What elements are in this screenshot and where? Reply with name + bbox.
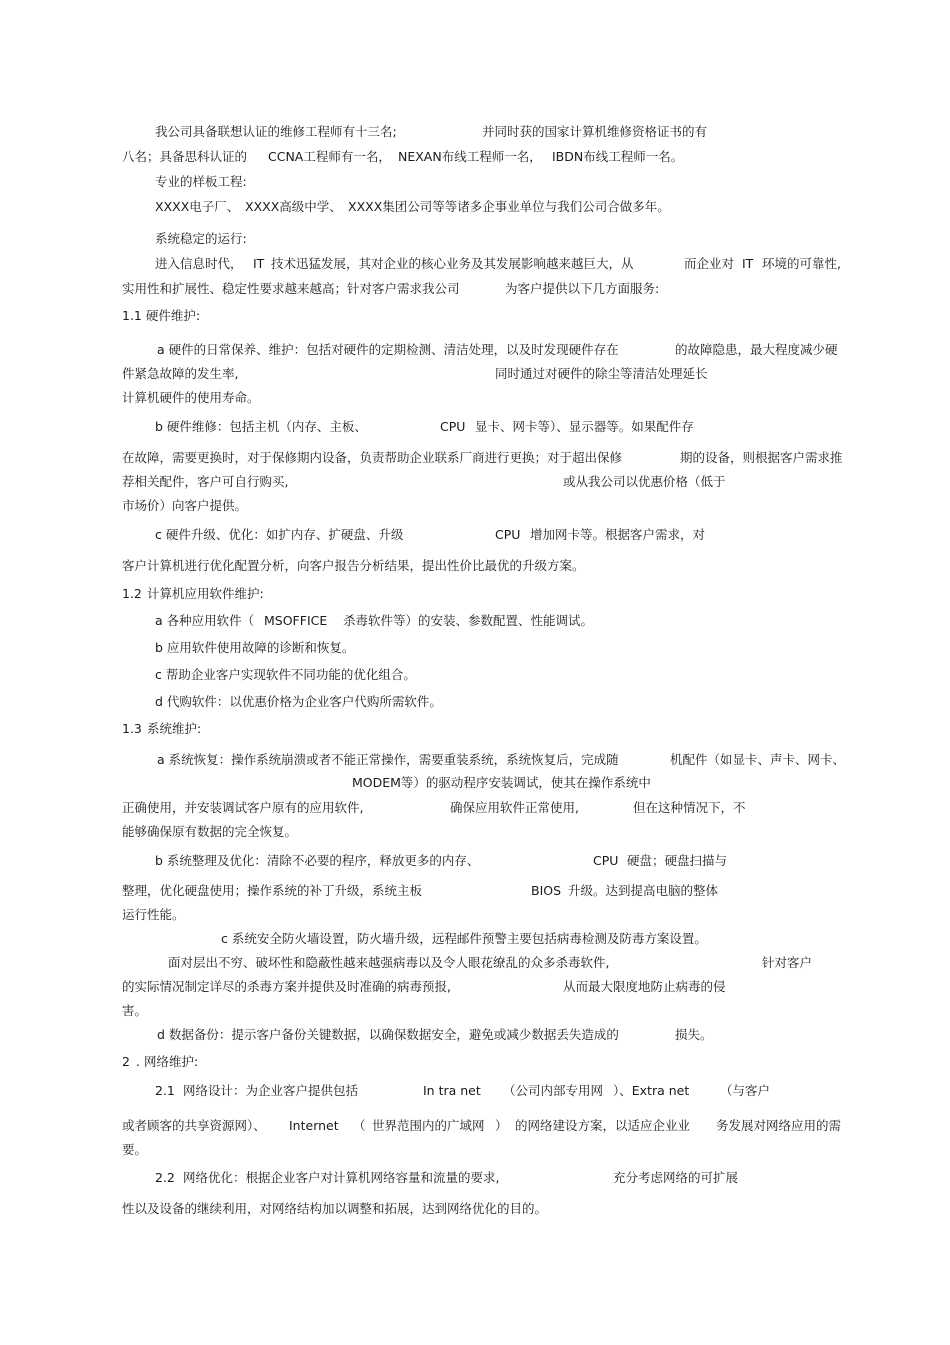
- line-segment: . 网络维护:: [136, 1054, 199, 1069]
- line-segment: b 硬件维修：包括主机（内存、主板、: [155, 419, 367, 434]
- line-segment: MSOFFICE: [264, 613, 328, 628]
- line-segment: IBDN布线工程师一名。: [552, 149, 684, 164]
- line-segment: 显卡、网卡等）、显示器等。如果配件存: [475, 419, 694, 434]
- line-segment: 网络优化：根据企业客户对计算机网络容量和流量的要求,: [183, 1170, 500, 1185]
- line-segment: 1.3: [122, 721, 142, 736]
- line-segment: 2.2: [155, 1170, 175, 1185]
- line-segment: c 系统安全防火墙设置，防火墙升级，远程邮件预警主要包括病毒检测及防毒方案设置。: [221, 931, 707, 946]
- line-segment: 期的设备，则根据客户需求推: [680, 450, 843, 465]
- line-segment: 整理，优化硬盘使用；操作系统的补丁升级，系统主板: [122, 883, 423, 898]
- line-segment: 为客户提供以下几方面服务:: [505, 281, 660, 296]
- line-segment: c 帮助企业客户实现软件不同功能的优化组合。: [155, 667, 416, 682]
- line-segment: （公司内部专用网: [503, 1083, 604, 1098]
- line-segment: 务发展对网络应用的需: [716, 1118, 842, 1133]
- line-segment: CPU: [495, 527, 521, 542]
- line-segment: 八名；具备思科认证的: [122, 149, 248, 164]
- line-segment: 计算机应用软件维护:: [147, 586, 264, 601]
- line-segment: 确保应用软件正常使用,: [450, 800, 579, 815]
- line-segment: IT: [253, 256, 265, 271]
- line-segment: a 硬件的日常保养、维护：包括对硬件的定期检测、清洁处理，以及时发现硬件存在: [157, 342, 619, 357]
- line-segment: （与客户: [720, 1083, 771, 1098]
- line-segment: 件紧急故障的发生率,: [122, 366, 239, 381]
- line-segment: 机配件（如显卡、声卡、网卡、: [670, 752, 846, 767]
- line-segment: 或者顾客的共享资源网）、: [122, 1118, 266, 1133]
- line-segment: 从而最大限度地防止病毒的侵: [563, 979, 726, 994]
- line-segment: CPU: [440, 419, 466, 434]
- line-segment: 我公司具备联想认证的维修工程师有十三名;: [155, 124, 397, 139]
- line-segment: 2.1: [155, 1083, 175, 1098]
- line-segment: d 数据备份：提示客户备份关键数据，以确保数据安全，避免或减少数据丢失造成的: [157, 1027, 619, 1042]
- line-segment: NEXAN布线工程师一名，: [398, 149, 542, 164]
- line-segment: 市场价）向客户提供。: [122, 498, 248, 513]
- line-segment: 的网络建设方案，以适应企业业: [515, 1118, 691, 1133]
- line-segment: 实用性和扩展性、稳定性要求越来越高；针对客户需求我公司: [122, 281, 460, 296]
- line-segment: 升级。达到提高电脑的整体: [568, 883, 719, 898]
- line-segment: 正确使用，并安装调试客户原有的应用软件,: [122, 800, 364, 815]
- line-segment: 的故障隐患，最大程度减少硬: [675, 342, 838, 357]
- line-segment: 系统稳定的运行:: [155, 231, 247, 246]
- line-segment: 硬盘；硬盘扫描与: [627, 853, 728, 868]
- line-segment: ）、Extra net: [613, 1083, 690, 1098]
- line-segment: 在故障，需要更换时，对于保修期内设备，负责帮助企业联系厂商进行更换；对于超出保修: [122, 450, 623, 465]
- line-segment: 专业的样板工程:: [155, 174, 247, 189]
- line-segment: 性以及设备的继续利用，对网络结构加以调整和拓展，达到网络优化的目的。: [122, 1201, 548, 1216]
- line-segment: （: [353, 1118, 366, 1133]
- line-segment: ）: [495, 1118, 508, 1133]
- line-segment: IT: [742, 256, 754, 271]
- line-segment: 1.2: [122, 586, 142, 601]
- line-segment: 1.1 硬件维护:: [122, 308, 201, 323]
- line-segment: 荐相关配件，客户可自行购买,: [122, 474, 289, 489]
- line-segment: 技术迅猛发展，其对企业的核心业务及其发展影响越来越巨大，从: [271, 256, 634, 271]
- line-segment: 客户计算机进行优化配置分析，向客户报告分析结果，提出性价比最优的升级方案。: [122, 558, 585, 573]
- line-segment: CPU: [593, 853, 619, 868]
- line-segment: a 系统恢复：操作系统崩溃或者不能正常操作，需要重装系统，系统恢复后，完成随: [157, 752, 619, 767]
- line-segment: 损失。: [675, 1027, 713, 1042]
- line-segment: 或从我公司以优惠价格（低于: [563, 474, 726, 489]
- line-segment: 针对客户: [762, 955, 813, 970]
- line-segment: 同时通过对硬件的除尘等清洁处理延长: [495, 366, 708, 381]
- line-segment: 进入信息时代，: [155, 256, 243, 271]
- line-segment: Internet: [289, 1118, 339, 1133]
- line-segment: 杀毒软件等）的安装、参数配置、性能调试。: [343, 613, 594, 628]
- line-segment: In tra net: [423, 1083, 481, 1098]
- line-segment: c 硬件升级、优化：如扩内存、扩硬盘、升级: [155, 527, 404, 542]
- line-segment: BIOS: [531, 883, 562, 898]
- line-segment: 增加网卡等。根据客户需求，对: [530, 527, 706, 542]
- line-segment: XXXX高级中学、: [245, 199, 342, 214]
- line-segment: d 代购软件：以优惠价格为企业客户代购所需软件。: [155, 694, 442, 709]
- line-segment: 系统维护:: [147, 721, 202, 736]
- line-segment: 要。: [122, 1142, 148, 1157]
- line-segment: 世界范围内的广域网: [372, 1118, 485, 1133]
- line-segment: 面对层出不穷、破坏性和隐蔽性越来越强病毒以及令人眼花缭乱的众多杀毒软件,: [168, 955, 610, 970]
- line-segment: MODEM等）的驱动程序安装调试，使其在操作系统中: [352, 775, 651, 790]
- line-segment: CCNA工程师有一名，: [268, 149, 391, 164]
- line-segment: XXXX电子厂、: [155, 199, 240, 214]
- line-segment: 害。: [122, 1003, 148, 1018]
- line-segment: 充分考虑网络的可扩展: [613, 1170, 739, 1185]
- line-segment: XXXX集团公司等等诸多企事业单位与我们公司合做多年。: [348, 199, 670, 214]
- line-segment: 2: [122, 1054, 130, 1069]
- line-segment: 而企业对: [684, 256, 735, 271]
- line-segment: 并同时获的国家计算机维修资格证书的有: [482, 124, 708, 139]
- line-segment: b 应用软件使用故障的诊断和恢复。: [155, 640, 355, 655]
- line-segment: 计算机硬件的使用寿命。: [122, 390, 260, 405]
- line-segment: 但在这种情况下，不: [633, 800, 746, 815]
- line-segment: 的实际情况制定详尽的杀毒方案并提供及时准确的病毒预报,: [122, 979, 451, 994]
- line-segment: 能够确保原有数据的完全恢复。: [122, 824, 298, 839]
- line-segment: 网络设计：为企业客户提供包括: [183, 1083, 359, 1098]
- line-segment: 运行性能。: [122, 907, 185, 922]
- line-segment: b 系统整理及优化：清除不必要的程序，释放更多的内存、: [155, 853, 480, 868]
- line-segment: 环境的可靠性,: [762, 256, 841, 271]
- line-segment: a 各种应用软件（: [155, 613, 255, 628]
